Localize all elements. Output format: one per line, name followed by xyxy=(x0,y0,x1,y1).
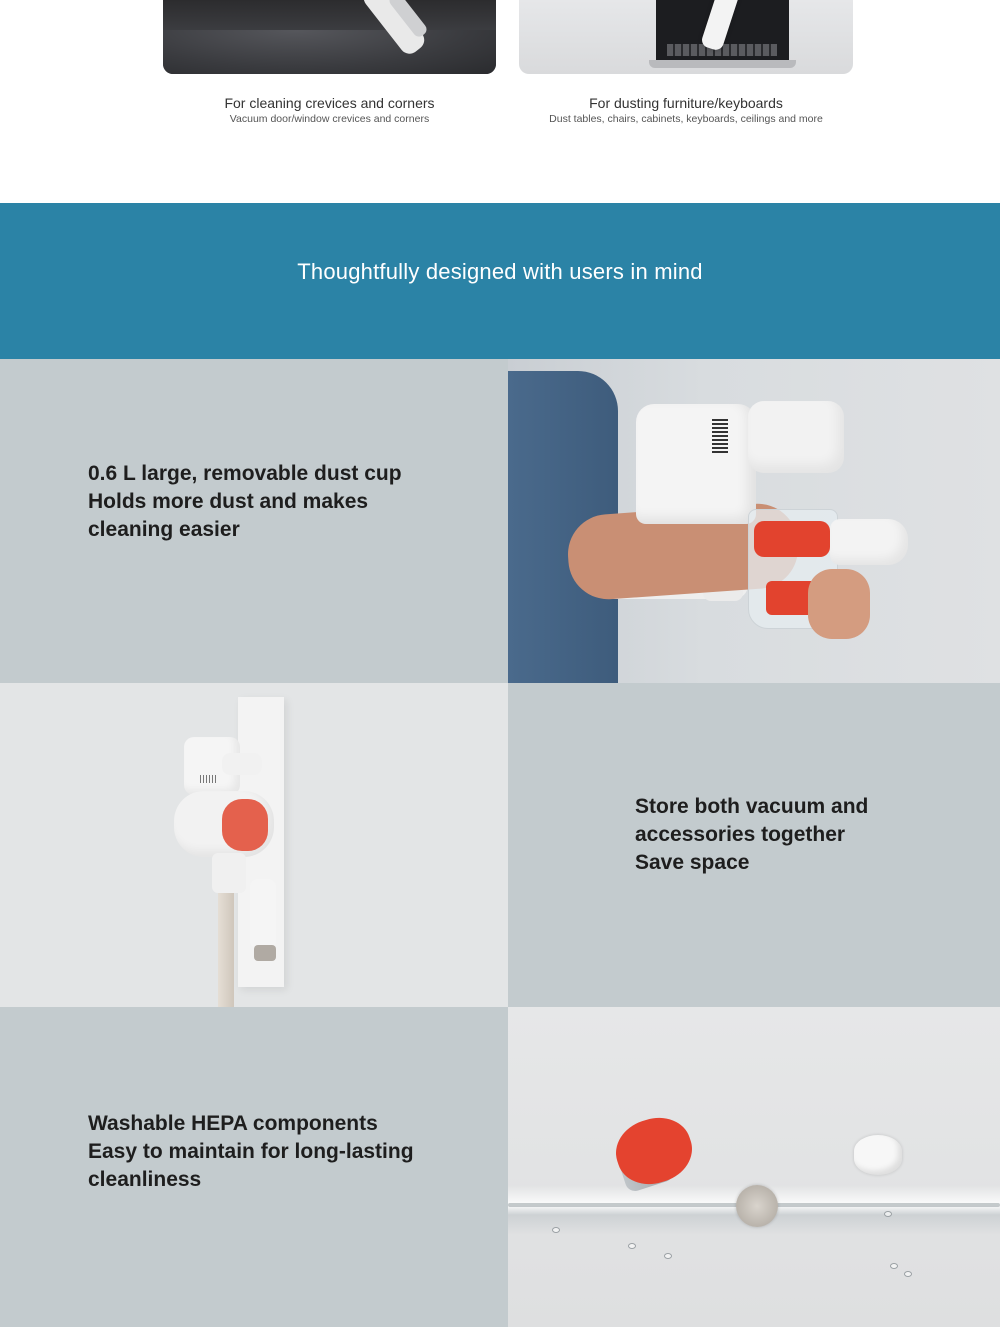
feature-line: 0.6 L large, removable dust cup xyxy=(88,462,402,485)
accessory-caption-crevice xyxy=(163,94,496,127)
feature-line: Washable HEPA components xyxy=(88,1112,378,1135)
feature-line: cleaning easier xyxy=(88,518,240,541)
feature-line: Holds more dust and makes xyxy=(88,490,369,513)
feature-line: Save space xyxy=(635,851,750,874)
accessory-caption-dusting xyxy=(519,94,853,127)
accessory-title: For dusting furniture/keyboards xyxy=(589,95,783,111)
banner-title: Thoughtfully designed with users in mind xyxy=(297,259,703,284)
hepa-water-photo xyxy=(508,1007,1000,1327)
feature-text-panel xyxy=(508,683,1000,1007)
feature-text-panel xyxy=(0,1007,508,1327)
dusting-brush-photo xyxy=(519,0,853,74)
feature-description xyxy=(88,1110,414,1194)
feature-line: Store both vacuum and xyxy=(635,795,869,818)
accessory-section xyxy=(0,0,1000,203)
feature-text-panel xyxy=(0,359,508,683)
wall-mount-photo xyxy=(0,683,508,1007)
accessory-title: For cleaning crevices and corners xyxy=(224,95,435,111)
feature-description xyxy=(635,793,868,877)
accessory-subtitle: Dust tables, chairs, cabinets, keyboards, ceilings and more xyxy=(549,113,823,125)
feature-line: accessories together xyxy=(635,823,846,846)
feature-storage xyxy=(0,683,1000,1007)
feature-line: Easy to maintain for long-lasting xyxy=(88,1140,414,1163)
feature-description xyxy=(88,460,402,544)
crevice-tool-photo xyxy=(163,0,496,74)
accessory-subtitle: Vacuum door/window crevices and corners xyxy=(229,113,430,125)
feature-line: cleanliness xyxy=(88,1168,202,1191)
feature-dust-cup xyxy=(0,359,1000,683)
dust-cup-photo xyxy=(508,359,1000,683)
design-banner xyxy=(0,203,1000,359)
feature-hepa xyxy=(0,1007,1000,1327)
